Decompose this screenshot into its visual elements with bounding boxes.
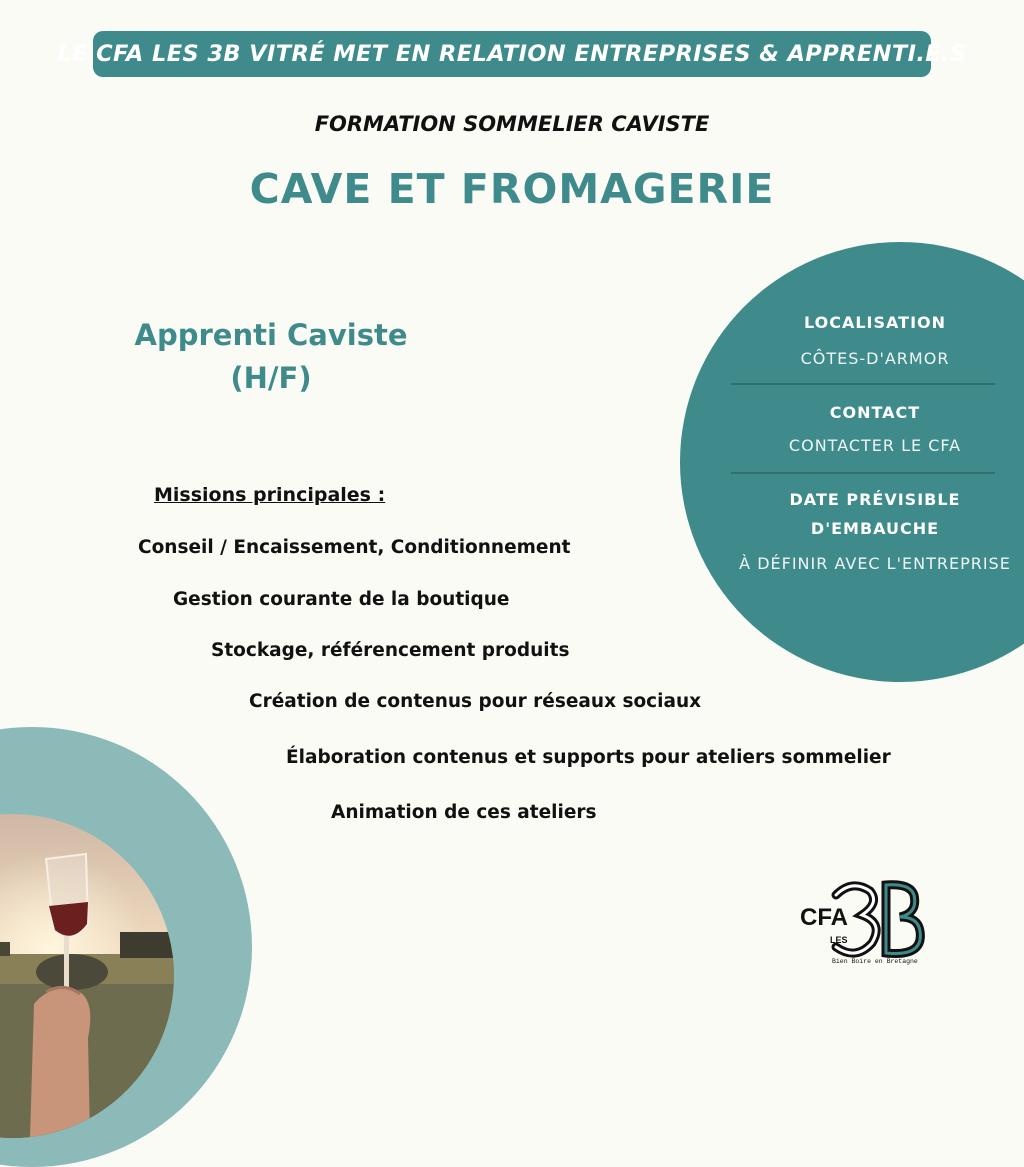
date-label-line2: D'EMBAUCHE [810,519,940,538]
contact-link[interactable]: CONTACTER LE CFA [788,436,962,455]
location-value: CÔTES-D'ARMOR [800,349,950,368]
svg-text:LES: LES [830,935,848,945]
mission-item: Création de contenus pour réseaux sociaux [249,691,702,712]
date-label-line1: DATE PRÉVISIBLE [789,490,961,509]
svg-text:CFA: CFA [800,904,848,931]
company-title: CAVE ET FROMAGERIE [249,165,775,213]
svg-text:Bien Boire en Bretagne: Bien Boire en Bretagne [832,958,918,965]
job-title-line2: (H/F) [230,361,312,395]
top-banner: LE CFA LES 3B VITRÉ MET EN RELATION ENTREPRISES & APPRENTI.E.S [93,31,931,77]
cfa-les-3b-logo [792,873,932,968]
job-title [112,314,430,400]
info-circle [680,242,1024,682]
mission-item: Conseil / Encaissement, Conditionnement [138,537,571,558]
mission-item: Élaboration contenus et supports pour ateliers sommelier [286,747,891,768]
missions-heading: Missions principales : [154,484,386,506]
location-label: LOCALISATION [803,313,947,332]
info-divider [731,383,995,385]
formation-title: FORMATION SOMMELIER CAVISTE [314,112,710,136]
mission-item: Stockage, référencement produits [211,640,570,661]
contact-label: CONTACT [829,403,921,422]
date-value: À DÉFINIR AVEC L'ENTREPRISE [739,554,1011,573]
mission-item: Gestion courante de la boutique [173,589,510,610]
job-title-line1: Apprenti Caviste [134,318,408,352]
mission-item: Animation de ces ateliers [331,802,597,823]
info-divider [731,472,995,474]
